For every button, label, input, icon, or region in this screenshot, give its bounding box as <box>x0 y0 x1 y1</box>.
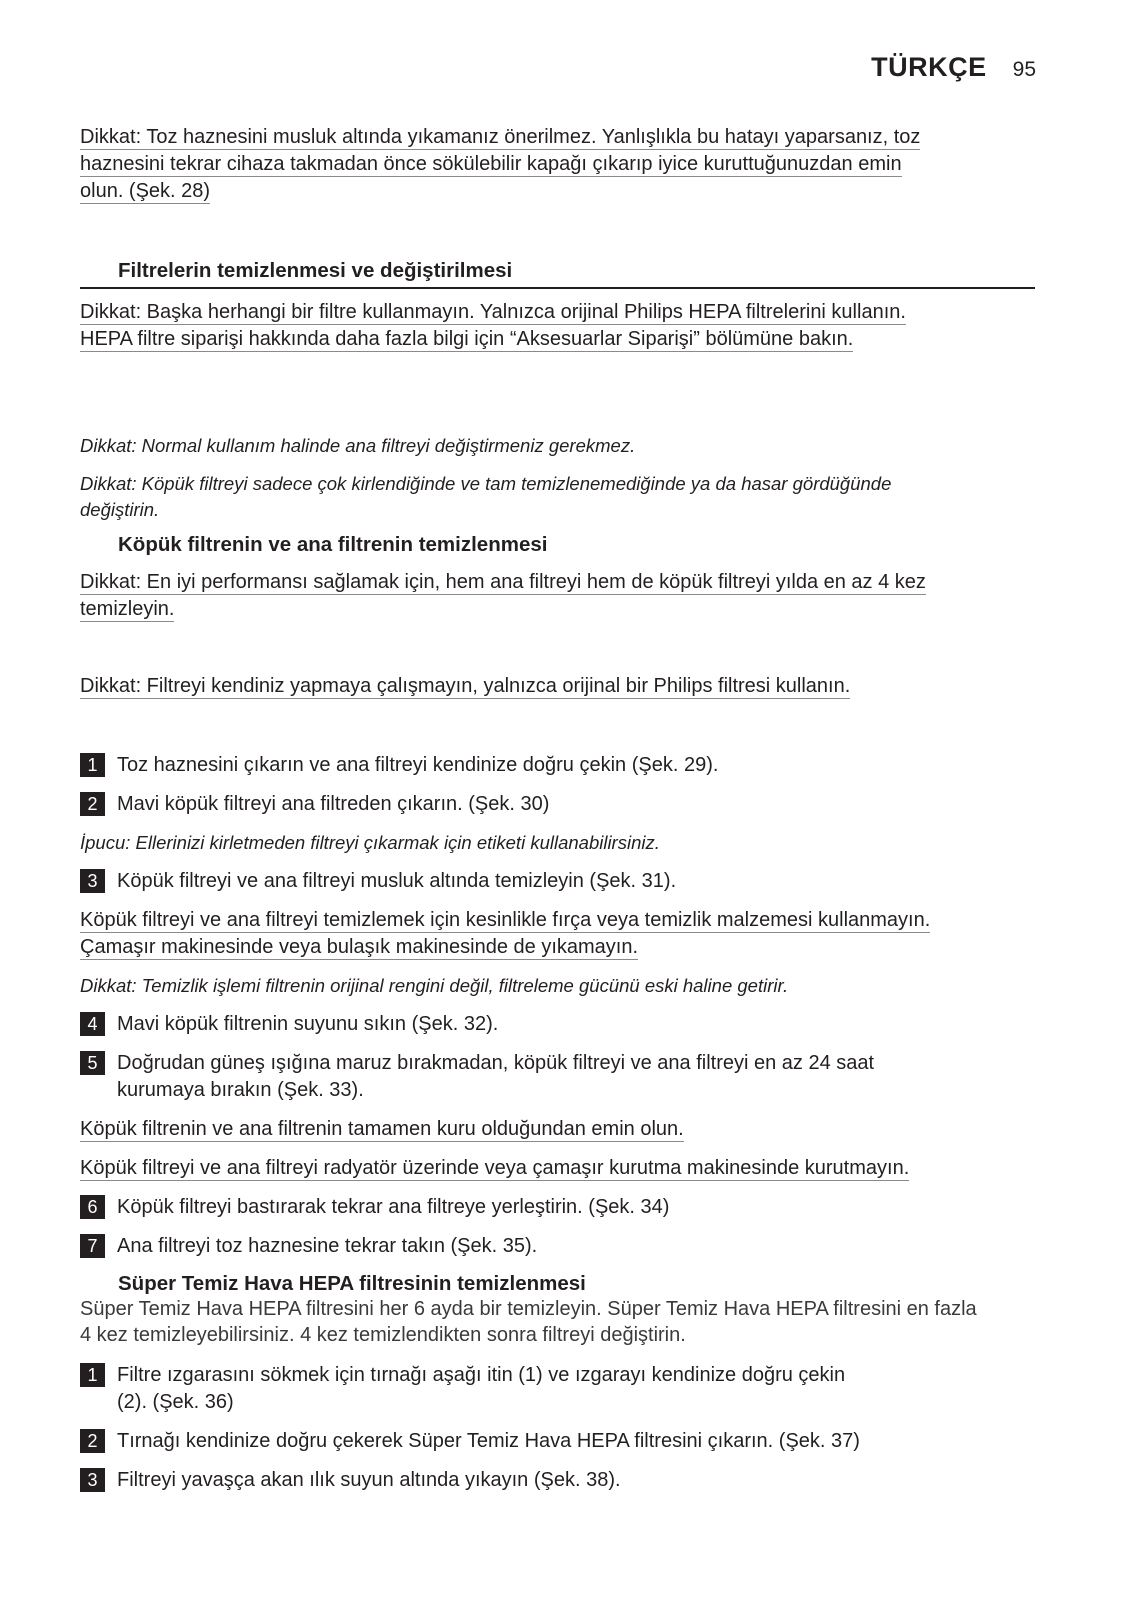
caution-firca <box>80 907 1035 961</box>
step-item <box>80 1233 1035 1260</box>
step-number: 1 <box>80 753 105 777</box>
step-number: 7 <box>80 1234 105 1258</box>
note-line: Dikkat: Başka herhangi bir filtre kullanmayın. Yalnızca orijinal Philips HEPA filtrelerini kullanın. <box>80 301 906 323</box>
section-heading-hepa: Süper Temiz Hava HEPA filtresinin temizlenmesi <box>118 1272 586 1295</box>
step-number: 5 <box>80 1051 105 1075</box>
step-number: 1 <box>80 1363 105 1387</box>
step-text-line: Filtre ızgarasını sökmek için tırnağı aşağı itin (1) ve ızgarayı kendinize doğru çekin <box>117 1364 846 1386</box>
caution-toz-haznesi <box>80 124 1035 205</box>
step-text <box>117 1050 1035 1104</box>
italic-note: Dikkat: Köpük filtreyi sadece çok kirlendiğinde ve tam temizlenemediğinde ya da hasar gördüğünde <box>80 473 892 494</box>
italic-note: Dikkat: Temizlik işlemi filtrenin orijinal rengini değil, filtreleme gücünü eski haline getirir. <box>80 975 789 996</box>
step-item <box>80 1467 1035 1494</box>
step-text: Toz haznesini çıkarın ve ana filtreyi kendinize doğru çekin (Şek. 29). <box>117 754 719 776</box>
italic-note: değiştirin. <box>80 499 160 520</box>
caution-performans <box>80 569 1035 623</box>
step-number: 3 <box>80 869 105 893</box>
page-content <box>80 120 1035 1494</box>
section-heading-kopuk: Köpük filtrenin ve ana filtrenin temizlenmesi <box>118 533 548 556</box>
note-line: Çamaşır makinesinde veya bulaşık makinesinde de yıkamayın. <box>80 936 639 958</box>
step-number: 4 <box>80 1012 105 1036</box>
step-item <box>80 1011 1035 1038</box>
note-line: temizleyin. <box>80 598 175 620</box>
note-line: Dikkat: En iyi performansı sağlamak için, hem ana filtreyi hem de köpük filtreyi yılda en az 4 kez <box>80 571 926 593</box>
step-text: Tırnağı kendinize doğru çekerek Süper Temiz Hava HEPA filtresini çıkarın. (Şek. 37) <box>117 1430 860 1452</box>
step-text-line: Doğrudan güneş ışığına maruz bırakmadan, köpük filtreyi ve ana filtreyi en az 24 saat <box>117 1052 875 1074</box>
step-item <box>80 868 1035 895</box>
step-item <box>80 1362 1035 1416</box>
step-number: 6 <box>80 1195 105 1219</box>
step-number: 2 <box>80 792 105 816</box>
note-line: haznesini tekrar cihaza takmadan önce sökülebilir kapağı çıkarıp iyice kuruttuğunuzdan emin <box>80 153 902 175</box>
step-text <box>117 1362 1035 1416</box>
section-divider <box>80 287 1035 289</box>
note-line: Köpük filtreyi ve ana filtreyi temizlemek için kesinlikle fırça veya temizlik malzemesi kullanmayın. <box>80 909 931 931</box>
step-item <box>80 752 1035 779</box>
step-item <box>80 1428 1035 1455</box>
step-text: Köpük filtreyi ve ana filtreyi musluk altında temizleyin (Şek. 31). <box>117 870 677 892</box>
step-item <box>80 791 1035 818</box>
note-line: Dikkat: Toz haznesini musluk altında yıkamanız önerilmez. Yanlışlıkla bu hatayı yaparsanız, toz <box>80 126 921 148</box>
step-text: Filtreyi yavaşça akan ılık suyun altında yıkayın (Şek. 38). <box>117 1469 621 1491</box>
caution-hepa <box>80 299 1035 353</box>
body-paragraph: Süper Temiz Hava HEPA filtresini her 6 ayda bir temizleyin. Süper Temiz Hava HEPA filtresini en fazla <box>80 1298 977 1320</box>
note-line: HEPA filtre siparişi hakkında daha fazla bilgi için “Aksesuarlar Siparişi” bölümüne bakın. <box>80 328 854 350</box>
step-item <box>80 1194 1035 1221</box>
language-label: TÜRKÇE <box>871 52 987 82</box>
page-number: 95 <box>1012 58 1036 81</box>
step-text-line: kurumaya bırakın (Şek. 33). <box>117 1079 364 1101</box>
italic-note: Dikkat: Normal kullanım halinde ana filtreyi değiştirmeniz gerekmez. <box>80 435 636 456</box>
note-line: olun. (Şek. 28) <box>80 180 211 202</box>
step-text: Mavi köpük filtreyi ana filtreden çıkarın. (Şek. 30) <box>117 793 550 815</box>
caution-radyator: Köpük filtreyi ve ana filtreyi radyatör üzerinde veya çamaşır kurutma makinesinde kurutmayın. <box>80 1157 910 1179</box>
step-item <box>80 1050 1035 1104</box>
step-number: 3 <box>80 1468 105 1492</box>
body-paragraph: 4 kez temizleyebilirsiniz. 4 kez temizlendikten sonra filtreyi değiştirin. <box>80 1324 686 1346</box>
caution-filtre: Dikkat: Filtreyi kendiniz yapmaya çalışmayın, yalnızca orijinal bir Philips filtresi kullanın. <box>80 675 851 697</box>
page-header <box>871 52 1036 83</box>
section-heading-filtreler: Filtrelerin temizlenmesi ve değiştirilmesi <box>118 259 513 282</box>
caution-kuru: Köpük filtrenin ve ana filtrenin tamamen kuru olduğundan emin olun. <box>80 1118 684 1140</box>
step-text: Ana filtreyi toz haznesine tekrar takın (Şek. 35). <box>117 1235 538 1257</box>
tip-note: İpucu: Ellerinizi kirletmeden filtreyi çıkarmak için etiketi kullanabilirsiniz. <box>80 832 660 853</box>
step-number: 2 <box>80 1429 105 1453</box>
step-text: Mavi köpük filtrenin suyunu sıkın (Şek. 32). <box>117 1013 499 1035</box>
step-text-line: (2). (Şek. 36) <box>117 1391 234 1413</box>
step-text: Köpük filtreyi bastırarak tekrar ana filtreye yerleştirin. (Şek. 34) <box>117 1196 670 1218</box>
